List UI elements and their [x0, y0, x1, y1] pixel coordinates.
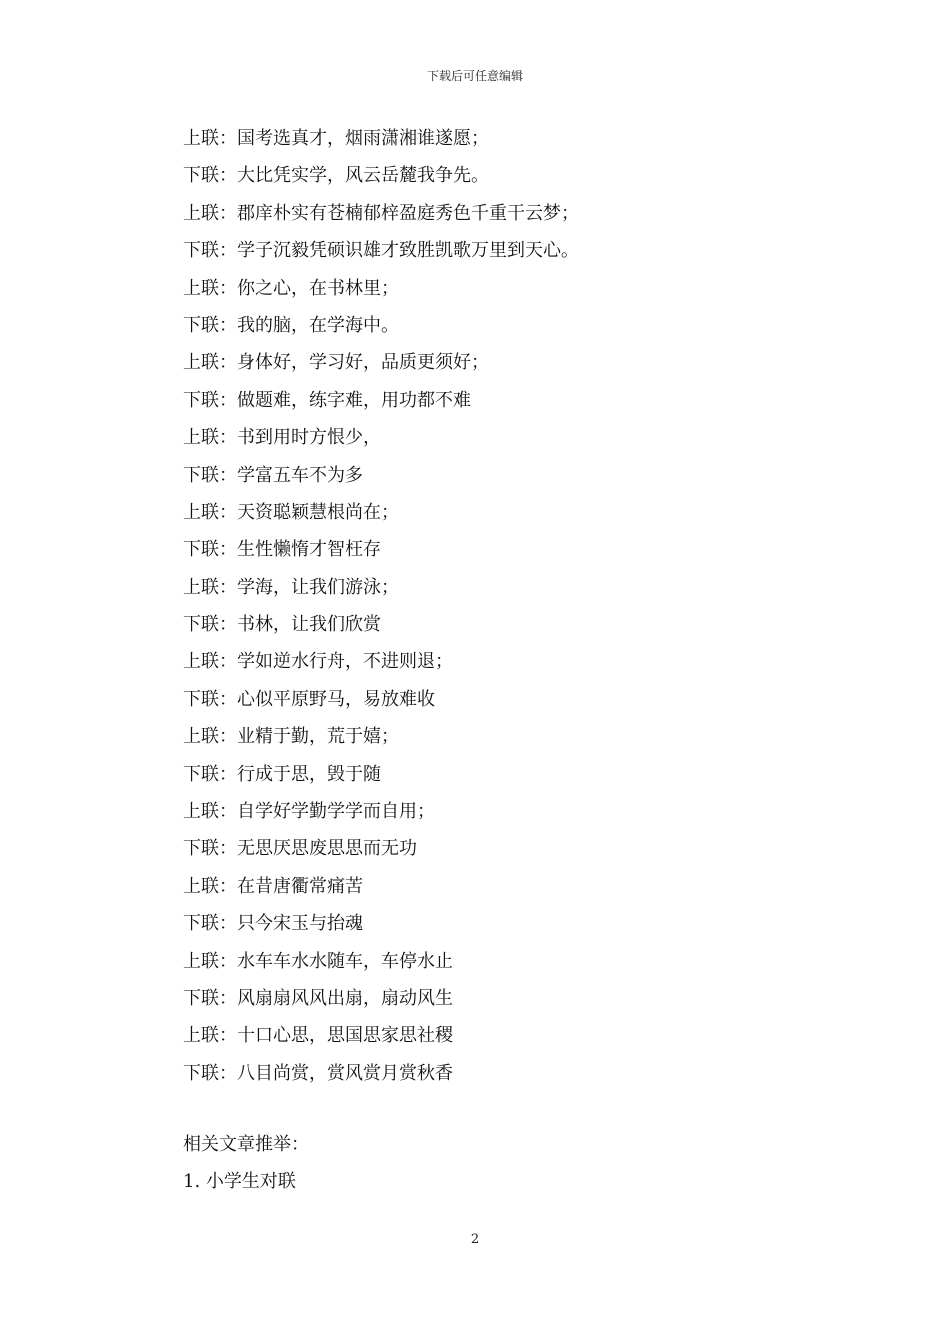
couplet-list [183, 120, 783, 1092]
couplet-line: 上联：学如逆水行舟，不进则退； [183, 651, 453, 673]
couplet-line: 下联：八目尚赏，赏风赏月赏秋香 [183, 1062, 453, 1084]
couplet-line: 上联：在昔唐衢常痛苦 [183, 875, 363, 897]
couplet-line: 上联：自学好学勤学学而自用； [183, 801, 435, 823]
couplet-line: 下联：书林，让我们欣赏 [183, 614, 381, 636]
page-header: 下载后可任意编辑 [426, 69, 523, 83]
couplet-line: 下联：我的脑，在学海中。 [183, 314, 399, 336]
couplet-line: 上联：天资聪颖慧根尚在； [183, 501, 399, 523]
page-number: 2 [470, 1232, 480, 1247]
couplet-line: 上联：业精于勤，荒于嬉； [183, 726, 399, 748]
related-articles [183, 1126, 783, 1200]
related-heading: 相关文章推举： [183, 1134, 309, 1155]
couplet-line: 下联：风扇扇风风出扇，扇动风生 [183, 987, 453, 1009]
couplet-line: 上联：书到用时方恨少， [183, 427, 381, 449]
couplet-line: 下联：做题难，练字难，用功都不难 [183, 389, 471, 411]
couplet-line: 下联：只今宋玉与抬魂 [183, 913, 363, 935]
couplet-line: 上联：学海，让我们游泳； [183, 576, 399, 598]
couplet-line: 上联：水车车水水随车，车停水止 [183, 950, 453, 972]
couplet-line: 上联：身体好，学习好，品质更须好； [183, 352, 489, 374]
couplet-line: 上联：十口心思，思国思家思社稷 [183, 1025, 453, 1047]
couplet-line: 上联：国考选真才，烟雨潇湘谁遂愿； [183, 128, 489, 149]
couplet-line: 下联：大比凭实学，风云岳麓我争先。 [183, 165, 489, 187]
couplet-line: 下联：生性懒惰才智枉存 [183, 539, 381, 561]
couplet-line: 上联：你之心，在书林里； [183, 277, 399, 299]
couplet-line: 下联：学子沉毅凭硕识雄才致胜凯歌万里到天心。 [183, 240, 579, 262]
related-article-link[interactable]: 1. 小学生对联 [183, 1171, 296, 1192]
couplet-line: 下联：学富五车不为多 [183, 464, 363, 486]
couplet-line: 上联：郡庠朴实有苍楠郁梓盈庭秀色千重干云梦； [183, 202, 579, 224]
couplet-line: 下联：行成于思，毁于随 [183, 763, 381, 785]
couplet-line: 下联：心似平原野马，易放难收 [183, 688, 435, 710]
couplet-line: 下联：无思厌思废思思而无功 [183, 838, 417, 860]
